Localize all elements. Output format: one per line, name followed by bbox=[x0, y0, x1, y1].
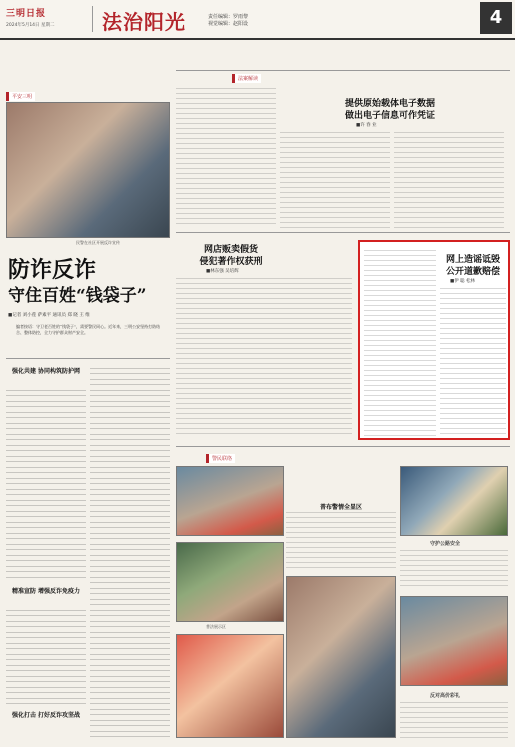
headline-line-2: 守住百姓“钱袋子” bbox=[8, 286, 147, 306]
article-title-line-1: 网上造谣诋毁 bbox=[445, 255, 500, 265]
subhead-2: 精准宣防 增强反诈免疫力 bbox=[11, 588, 81, 595]
sidebar-title-2: 反对高价彩礼 bbox=[430, 693, 461, 699]
section-title: 法治阳光 bbox=[102, 10, 186, 34]
highlight-article-box bbox=[358, 240, 510, 440]
subhead-3: 强化打击 打好反诈攻坚战 bbox=[11, 712, 81, 719]
article-frame-band bbox=[176, 70, 510, 71]
article-byline: ■林东强 吴培辉 bbox=[206, 269, 239, 274]
photo-caption: 普法展示区 bbox=[206, 624, 226, 629]
left-feature bbox=[6, 92, 170, 742]
column-text bbox=[400, 550, 508, 590]
top-center-article bbox=[176, 70, 510, 232]
article-title-line-2: 公开道歉赔偿 bbox=[445, 267, 500, 277]
masthead-logo: 三明日报 bbox=[6, 9, 47, 19]
article-divider bbox=[176, 232, 510, 233]
editor-info bbox=[208, 14, 248, 28]
subhead-1: 强化共建 协同构筑防护网 bbox=[11, 368, 81, 375]
column-text bbox=[176, 88, 276, 228]
sidebar-title-1: 守护公路安全 bbox=[430, 541, 461, 547]
feature-byline: ■记者 刘小莲 萨素平 通讯员 郑 晓 王 维 bbox=[8, 313, 90, 318]
column-text bbox=[394, 132, 504, 228]
column-text bbox=[400, 702, 508, 738]
column-text bbox=[364, 250, 436, 436]
law-tag: 法案解读 bbox=[232, 74, 261, 83]
masthead-divider bbox=[92, 6, 93, 32]
column-text bbox=[286, 512, 396, 568]
column-text bbox=[90, 368, 170, 742]
police-tag: 警民联络 bbox=[206, 454, 235, 463]
block-divider bbox=[176, 446, 510, 447]
column-text bbox=[176, 278, 352, 436]
article-title-line-1: 提供原始载体电子数据 bbox=[344, 99, 435, 109]
event-photo-top-right bbox=[400, 466, 508, 536]
page-number: 4 bbox=[480, 2, 512, 34]
article-title-line-2: 做出电子信息可作凭证 bbox=[344, 111, 435, 121]
column-text bbox=[6, 610, 86, 706]
event-photo-bottom-left bbox=[176, 634, 284, 738]
feature-lead: 编者按语：守卫老百姓的“钱袋子”，需要警民同心。近年来，三明公安坚持打防结合、整体防控，全力守护群众财产安全。 bbox=[16, 324, 161, 335]
article-title-line-1: 网店贩卖假货 bbox=[203, 245, 258, 255]
article-byline: ■许 春 业 bbox=[356, 123, 377, 128]
visual-editor-line: 视觉编辑：赵阳设 bbox=[208, 21, 249, 27]
issue-date: 2024年5月14日 星期二 bbox=[6, 23, 55, 28]
mid-center-article bbox=[176, 232, 356, 440]
headline-line-1: 防诈反诈 bbox=[8, 257, 97, 283]
article-title: 普布警情全显区 bbox=[319, 504, 362, 511]
column-text bbox=[280, 132, 390, 228]
feature-photo bbox=[6, 102, 170, 238]
photo-caption: 民警在社区开展反诈宣传 bbox=[76, 240, 120, 245]
column-text bbox=[6, 390, 86, 582]
bottom-center-block bbox=[176, 446, 510, 742]
page-header bbox=[0, 0, 515, 40]
event-photo-bottom-center bbox=[286, 576, 396, 738]
event-photo-mid-left bbox=[176, 542, 284, 622]
feature-tag: 平安三明 bbox=[6, 92, 35, 101]
article-byline: ■伊 聪 松林 bbox=[450, 279, 476, 284]
event-photo-top-left bbox=[176, 466, 284, 536]
lead-divider bbox=[6, 358, 170, 359]
article-title-line-2: 侵犯著作权获刑 bbox=[199, 257, 263, 267]
editor-line: 责任编辑：罗雨黎 bbox=[208, 14, 249, 20]
column-text bbox=[440, 288, 506, 436]
event-photo-bottom-right bbox=[400, 596, 508, 686]
